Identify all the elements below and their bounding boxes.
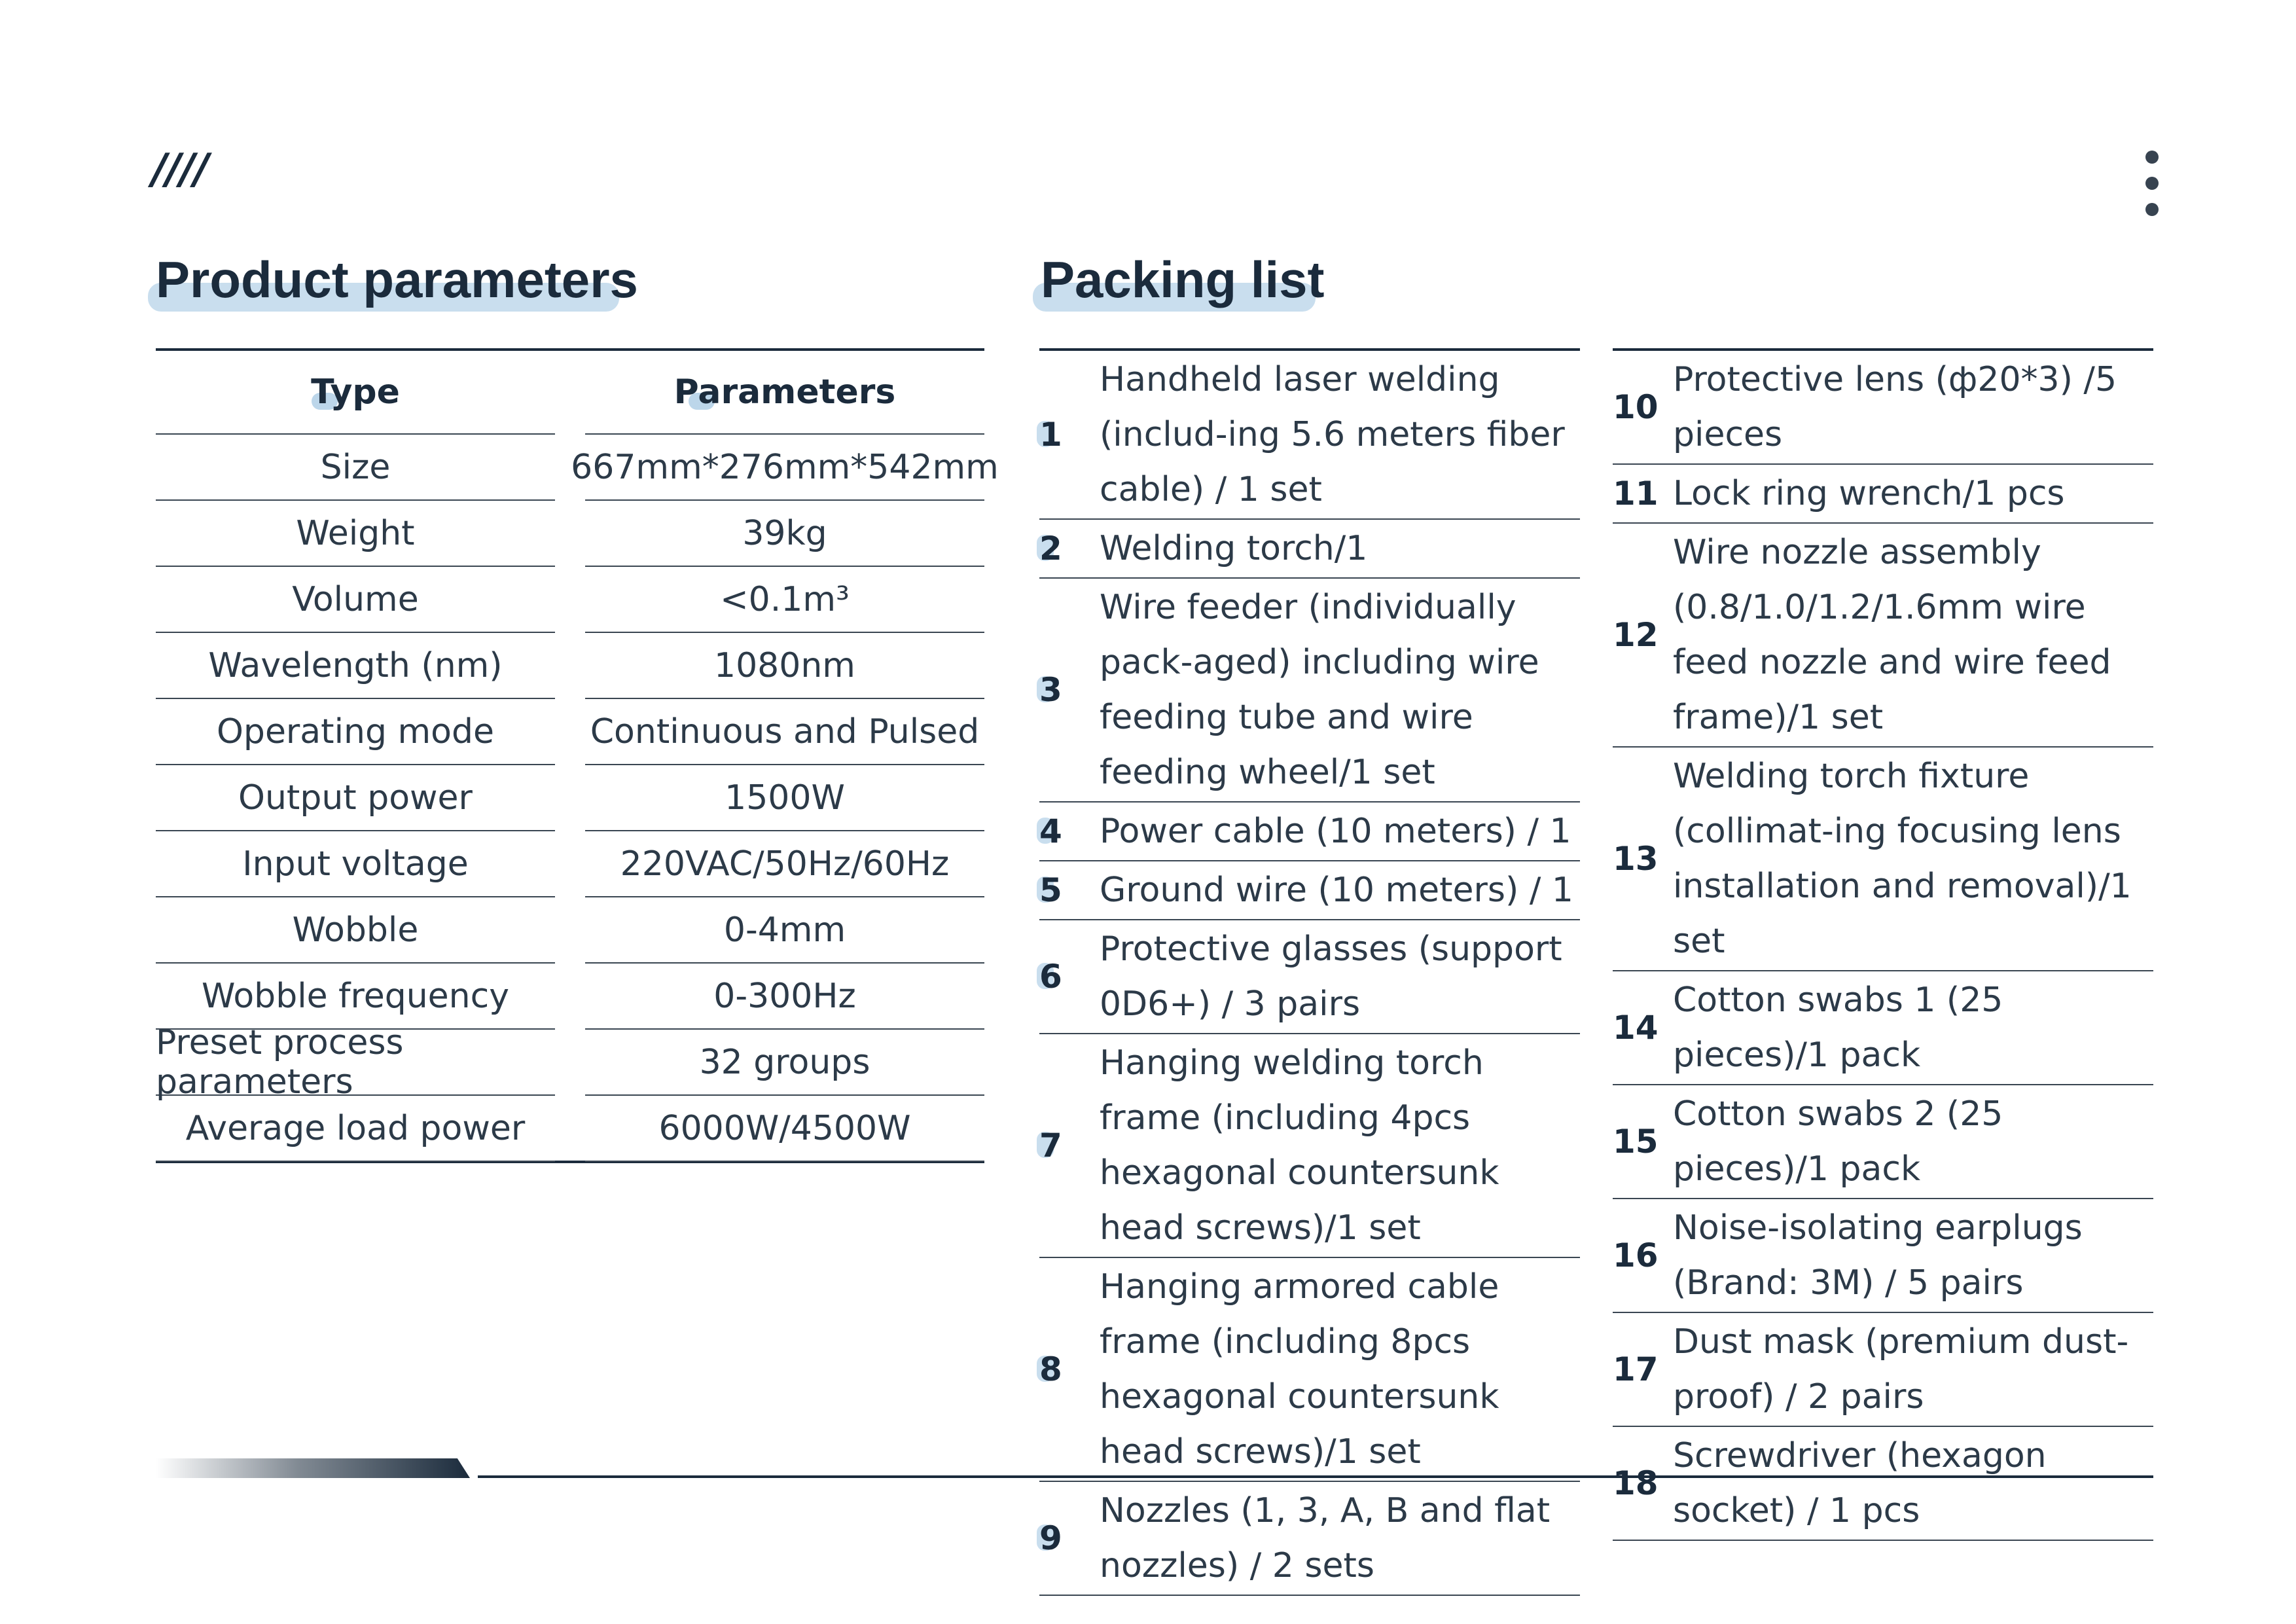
item-number-label: 3	[1039, 671, 1062, 709]
list-item	[1613, 971, 2153, 1085]
item-number-label: 16	[1613, 1236, 1659, 1274]
list-item	[1039, 803, 1580, 861]
item-number	[1613, 388, 1673, 426]
item-text: Cotton swabs 1 (25 pieces)/1 pack	[1673, 981, 2003, 1075]
item-text: Welding torch/1	[1100, 529, 1368, 568]
item-number-label: 10	[1613, 388, 1659, 426]
list-item	[1613, 1199, 2153, 1313]
header-parameters: Parameters	[585, 351, 984, 435]
item-number	[1039, 958, 1100, 996]
decorative-slashes: ////	[152, 145, 208, 194]
table-row	[156, 1022, 984, 1102]
item-number-label: 2	[1039, 530, 1062, 568]
item-number-label: 12	[1613, 616, 1659, 654]
item-text: Ground wire (10 meters) / 1	[1100, 871, 1573, 910]
param-value-cell: 667mm*276mm*542mm	[585, 435, 984, 501]
table-row	[156, 897, 984, 964]
param-type-cell: Wobble	[156, 897, 555, 964]
param-value-cell: <0.1m³	[585, 567, 984, 633]
list-item	[1613, 465, 2153, 524]
param-value-cell: Continuous and Pulsed	[585, 699, 984, 765]
list-item	[1039, 1482, 1580, 1596]
item-number	[1039, 416, 1100, 454]
item-text: Welding torch fixture (collimat-ing focusing lens installation and removal)/1 set	[1673, 757, 2132, 961]
param-type-cell: Wobble frequency	[156, 964, 555, 1030]
item-text: Hanging welding torch frame (including 4pcs hexagonal countersunk head screws)/1 set	[1100, 1043, 1499, 1248]
packing-list-column-2	[1613, 348, 2153, 1541]
param-value-cell: 39kg	[585, 501, 984, 567]
param-value-cell: 220VAC/50Hz/60Hz	[585, 831, 984, 897]
table-row	[156, 765, 984, 831]
item-number	[1039, 1127, 1100, 1164]
item-text: Protective glasses (support 0D6+) / 3 pairs	[1100, 929, 1562, 1024]
param-value-cell: 1500W	[585, 765, 984, 831]
item-number-label: 8	[1039, 1350, 1062, 1388]
item-number-label: 18	[1613, 1464, 1659, 1502]
header-type: Type	[156, 351, 555, 435]
table-row	[156, 1096, 984, 1162]
item-text: Power cable (10 meters) / 1	[1100, 812, 1571, 851]
list-item	[1613, 748, 2153, 971]
param-type-cell: Average load power	[156, 1096, 555, 1162]
footer-rule	[478, 1475, 2153, 1478]
item-text: Wire feeder (individually pack-aged) including wire feeding tube and wire feeding wheel/1 set	[1100, 588, 1539, 792]
param-value-cell: 1080nm	[585, 633, 984, 699]
parameters-table	[156, 348, 999, 1163]
list-item	[1613, 1427, 2153, 1541]
table-row	[156, 435, 999, 501]
param-type-cell: Size	[156, 435, 555, 501]
item-text: Lock ring wrench/1 pcs	[1673, 474, 2065, 513]
item-number	[1039, 1519, 1100, 1557]
product-parameters-title: Product parameters	[156, 251, 638, 308]
footer-gradient-bar	[156, 1458, 470, 1478]
param-value-cell: 32 groups	[585, 1030, 984, 1096]
item-text: Wire nozzle assembly (0.8/1.0/1.2/1.6mm wire feed nozzle and wire feed frame)/1 set	[1673, 533, 2111, 737]
item-number-label: 14	[1613, 1009, 1659, 1047]
item-number-label: 1	[1039, 416, 1062, 454]
param-type-cell: Weight	[156, 501, 555, 567]
item-text: Dust mask (premium dust-proof) / 2 pairs	[1673, 1322, 2129, 1416]
item-number	[1613, 1350, 1673, 1388]
item-number-label: 17	[1613, 1350, 1659, 1388]
item-text: Cotton swabs 2 (25 pieces)/1 pack	[1673, 1094, 2003, 1189]
list-item	[1039, 1034, 1580, 1258]
list-item	[1613, 524, 2153, 748]
item-number-label: 11	[1613, 475, 1659, 513]
item-number	[1613, 840, 1673, 878]
table-row	[156, 699, 984, 765]
item-number	[1039, 812, 1100, 850]
item-number-label: 7	[1039, 1127, 1062, 1164]
item-text: Nozzles (1, 3, A, B and flat nozzles) / 2 sets	[1100, 1491, 1551, 1585]
table-header-row	[156, 351, 984, 435]
more-options-icon[interactable]	[2139, 151, 2165, 216]
item-number-label: 5	[1039, 871, 1062, 909]
param-type-cell: Wavelength (nm)	[156, 633, 555, 699]
list-item	[1039, 520, 1580, 579]
item-text: Noise-isolating earplugs (Brand: 3M) / 5 pairs	[1673, 1208, 2083, 1303]
packing-list-title: Packing list	[1041, 251, 1325, 308]
list-item	[1039, 351, 1580, 520]
param-type-cell: Volume	[156, 567, 555, 633]
param-type-cell: Input voltage	[156, 831, 555, 897]
table-row	[156, 633, 984, 699]
param-type-cell: Preset process parameters	[156, 1030, 555, 1096]
param-value-cell: 6000W/4500W	[585, 1096, 984, 1162]
item-number	[1039, 871, 1100, 909]
list-item	[1039, 1258, 1580, 1482]
param-value-cell: 0-4mm	[585, 897, 984, 964]
packing-list-column-1	[1039, 348, 1580, 1596]
item-number	[1613, 1236, 1673, 1274]
item-number	[1613, 475, 1673, 513]
param-type-cell: Operating mode	[156, 699, 555, 765]
list-item	[1613, 1313, 2153, 1427]
list-item	[1039, 579, 1580, 803]
item-number-label: 9	[1039, 1519, 1062, 1557]
list-item	[1613, 1085, 2153, 1199]
item-number-label: 6	[1039, 958, 1062, 996]
table-row	[156, 501, 984, 567]
item-number	[1613, 616, 1673, 654]
param-type-cell: Output power	[156, 765, 555, 831]
list-item	[1039, 920, 1580, 1034]
item-text: Handheld laser welding (includ-ing 5.6 meters fiber cable) / 1 set	[1100, 360, 1565, 509]
item-text: Screwdriver (hexagon socket) / 1 pcs	[1673, 1436, 2047, 1530]
table-row	[156, 964, 984, 1030]
table-row	[156, 567, 984, 633]
item-number	[1613, 1123, 1673, 1161]
item-text: Hanging armored cable frame (including 8pcs hexagonal countersunk head screws)/1 set	[1100, 1267, 1499, 1471]
list-item	[1613, 351, 2153, 465]
item-number-label: 15	[1613, 1123, 1659, 1161]
item-number	[1039, 530, 1100, 568]
item-text: Protective lens (ф20*3) /5 pieces	[1673, 360, 2117, 454]
list-item	[1039, 861, 1580, 920]
item-number-label: 13	[1613, 840, 1659, 878]
table-row	[156, 831, 984, 897]
item-number-label: 4	[1039, 812, 1062, 850]
item-number	[1039, 1350, 1100, 1388]
item-number	[1613, 1464, 1673, 1502]
item-number	[1039, 671, 1100, 709]
param-value-cell: 0-300Hz	[585, 964, 984, 1030]
item-number	[1613, 1009, 1673, 1047]
